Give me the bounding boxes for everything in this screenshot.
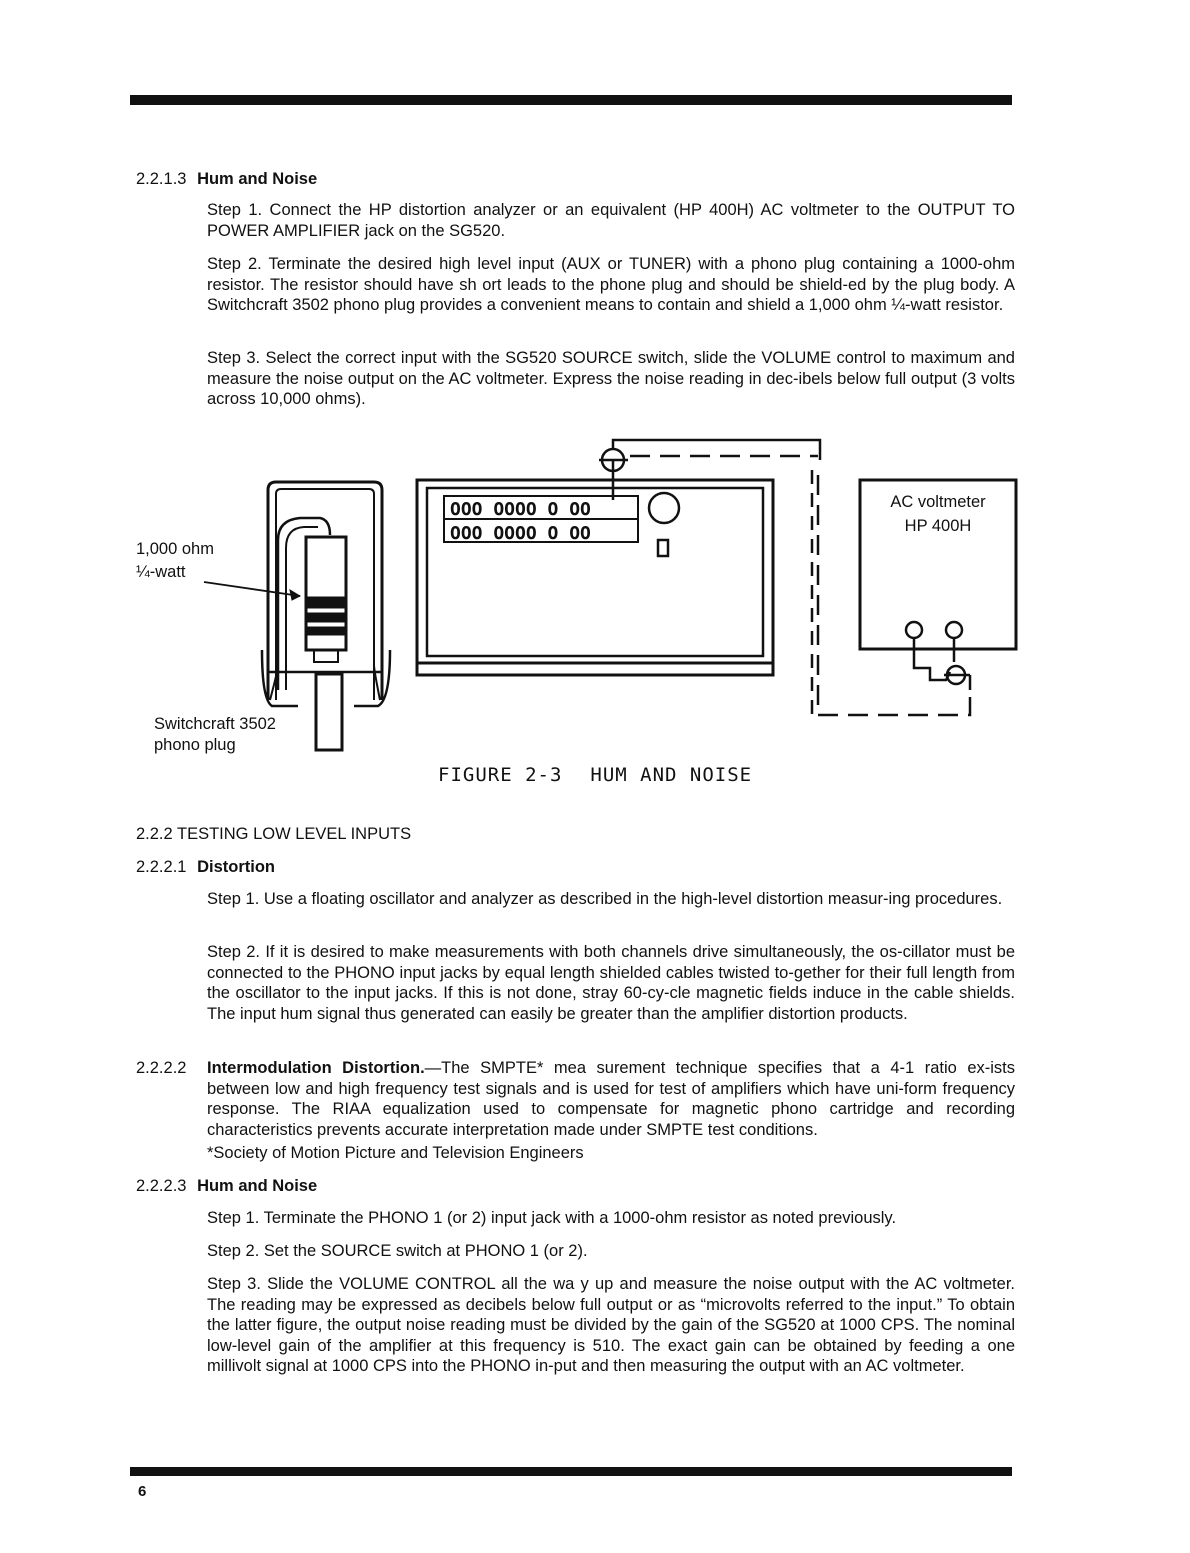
- voltmeter-terminal: [946, 622, 962, 638]
- section-number: 2.2.1.3: [136, 170, 187, 188]
- section-heading-2223: [136, 1176, 317, 1196]
- panel-row-1: OOO OOOO O OO: [450, 499, 591, 520]
- bottom-rule: [130, 1467, 1012, 1476]
- section-title: Hum and Noise: [197, 170, 318, 188]
- step-paragraph: Step 1. Terminate the PHONO 1 (or 2) input jack with a 1000-ohm resistor as noted previously.: [207, 1209, 897, 1227]
- section-2222: [136, 1058, 1015, 1140]
- resistor-label: 1,000 ohm ¼-watt: [136, 540, 214, 581]
- figure-caption: [438, 764, 752, 786]
- footnote: *Society of Motion Picture and Television Engineers: [207, 1144, 584, 1162]
- caption-label: FIGURE 2-3: [438, 764, 563, 786]
- plug-label: Switchcraft 3502 phono plug: [154, 715, 276, 754]
- section-heading-222: 2.2.2 TESTING LOW LEVEL INPUTS: [136, 825, 412, 843]
- plug-pin: [316, 674, 342, 750]
- power-switch: [658, 540, 668, 556]
- page-number: 6: [138, 1483, 147, 1500]
- section-title: Intermodulation Distortion.: [207, 1059, 425, 1077]
- section-heading-2221: [136, 857, 275, 877]
- volume-knob: [649, 493, 679, 523]
- section-title: Distortion: [197, 858, 275, 876]
- voltmeter-terminal: [906, 622, 922, 638]
- section-number: 2.2.2.2: [136, 1059, 187, 1077]
- section-number: 2.2.2.3: [136, 1177, 187, 1195]
- step-paragraph: Step 2. Terminate the desired high level input (AUX or TUNER) with a phono plug containing a 1000-ohm resistor. The resistor should have sh ort leads to the phone plug and should be shield-ed by the plug body. A Switchcraft 3502 phono plug provides a convenient means to contain and shield a 1,000 ohm ¼-watt resistor.: [207, 255, 1015, 314]
- step-paragraph: Step 1. Connect the HP distortion analyzer or an equivalent (HP 400H) AC voltmeter to the OUTPUT TO POWER AMPLIFIER jack on the SG520.: [207, 201, 1015, 240]
- voltmeter-label: AC voltmeter HP 400H: [890, 493, 986, 535]
- caption-title: HUM AND NOISE: [590, 764, 753, 786]
- step-paragraph: Step 2. Set the SOURCE switch at PHONO 1 (or 2).: [207, 1242, 588, 1260]
- section-body: —The SMPTE* mea surement technique specifies that a 4-1 ratio ex-ists between low and high frequency test signals and is used for test of amplifiers which have uni-form frequency response. The RIAA equalization used to compensate for magnetic phono cartridge and recording characteristics prevents accurate interpretation made under SMPTE test conditions.: [207, 1059, 1015, 1139]
- step-paragraph: Step 2. If it is desired to make measurements with both channels drive simultaneously, the os-cillator must be connected to the PHONO input jacks by equal length shielded cables twisted to-gether for their full length from the oscillator to the input jacks. If this is not done, stray 60-cy-cle magnetic fields induce in the cable shields. The input hum signal thus generated can easily be greater than the amplifier distortion products.: [207, 943, 1015, 1023]
- step-paragraph: Step 1. Use a floating oscillator and analyzer as described in the high-level distortion measur-ing procedures.: [207, 890, 1003, 908]
- section-number: 2.2.2.1: [136, 858, 187, 876]
- panel-row-2: OOO OOOO O OO: [450, 523, 591, 544]
- section-title: Hum and Noise: [197, 1177, 318, 1195]
- step-paragraph: Step 3. Slide the VOLUME CONTROL all the wa y up and measure the noise output with the AC voltmeter. The reading may be expressed as decibels below full output or as “microvolts referred to the input.” To obtain the latter figure, the output noise reading must be divided by the gain of the SG520 at 1000 CPS. The nominal low-level gain of the amplifier at this frequency is 510. The exact gain can be obtained by feeding a one millivolt signal at 1000 CPS into the PHONO in-put and then measuring the output with an AC voltmeter.: [207, 1275, 1015, 1375]
- step-paragraph: Step 3. Select the correct input with the SG520 SOURCE switch, slide the VOLUME control to maximum and measure the noise output on the AC voltmeter. Express the noise reading in dec-ibels below full output (3 volts across 10,000 ohms).: [207, 349, 1015, 408]
